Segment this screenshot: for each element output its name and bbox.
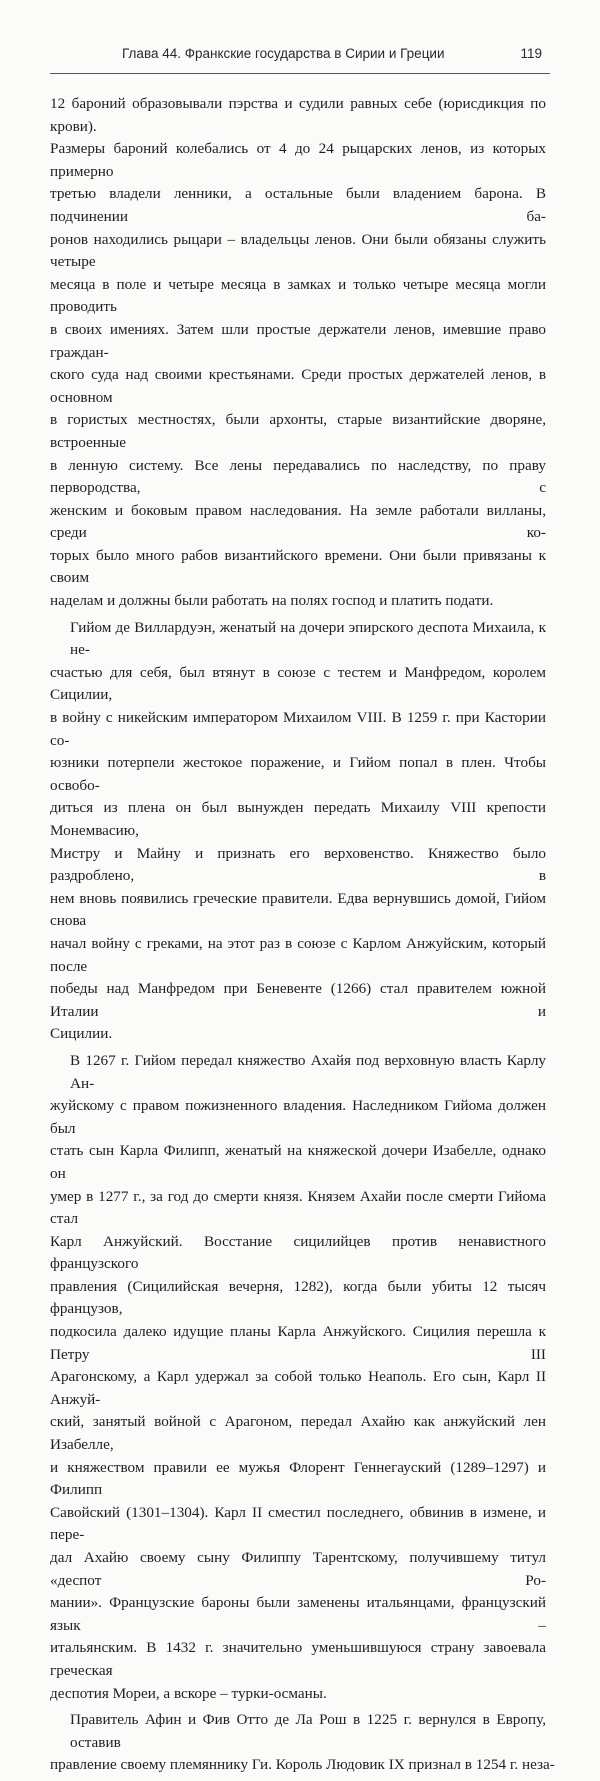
paragraph <box>50 93 546 613</box>
header-rule <box>50 73 550 74</box>
text-line: ского суда над своими крестьянами. Среди простых держателей ленов, в основном <box>50 366 546 406</box>
text-line: в ленную систему. Все лены передавались по наследству, по праву первородства, с <box>50 456 546 497</box>
paragraph <box>50 617 546 1046</box>
paragraph <box>50 1709 555 1777</box>
text-line: нем вновь появились греческие правители. Едва вернувшись домой, Гийом снова <box>50 889 546 930</box>
text-line: торых было много рабов византийского времени. Они были привязаны к своим <box>50 546 546 587</box>
text-line: Гийом де Виллардуэн, женатый на дочери эпирского деспота Михаила, к не- <box>70 618 546 659</box>
text-line: дал Ахайю своему сыну Филиппу Тарентскому, получившему титул «деспот Ро- <box>50 1549 546 1589</box>
text-line: мании». Французские бароны были заменены итальянцами, французский язык – <box>50 1594 546 1634</box>
text-line: начал войну с греками, на этот раз в союзе с Карлом Анжуйским, который после <box>50 934 546 975</box>
text-line: и княжеством правили ее мужья Флорент Геннегауский (1289–1297) и Филипп <box>50 1458 546 1499</box>
text-line: Правитель Афин и Фив Отто де Ла Рош в 1225 г. вернулся в Европу, оставив <box>70 1711 546 1751</box>
text-line: месяца в поле и четыре месяца в замках и только четыре месяца могли проводить <box>50 275 546 316</box>
text-line: счастью для себя, был втянут в союзе с тестем и Манфредом, королем Сицилии, <box>50 663 546 704</box>
text-line: в своих имениях. Затем шли простые держатели ленов, имевшие право граждан- <box>50 320 546 361</box>
text-line: победы над Манфредом при Беневенте (1266) стал правителем южной Италии и <box>50 980 546 1020</box>
text-line: в войну с никейским императором Михаилом VIII. В 1259 г. при Кастории со- <box>50 709 546 749</box>
text-line: Сицилии. <box>50 1025 113 1043</box>
chapter-title: Глава 44. Франкские государства в Сирии и Греции <box>122 46 445 61</box>
text-line: умер в 1277 г., за год до смерти князя. Князем Ахайи после смерти Гийома стал <box>50 1187 546 1228</box>
text-line: ронов находились рыцари – владельцы ленов. Они были обязаны служить четыре <box>50 230 546 271</box>
text-line: правления (Сицилийская вечерня, 1282), когда были убиты 12 тысяч французов, <box>50 1277 546 1318</box>
text-line: правление своему племяннику Ги. Король Людовик IX признал в 1254 г. неза- <box>50 1756 555 1774</box>
text-line: итальянским. В 1432 г. значительно уменьшившуюся страну завоевала греческая <box>50 1639 546 1679</box>
text-line: Арагонскому, а Карл удержал за собой только Неаполь. Его сын, Карл II Анжуй- <box>50 1368 546 1408</box>
paragraph <box>50 1050 546 1705</box>
text-line: женским и боковым правом наследования. На земле работали вилланы, среди ко- <box>50 501 546 542</box>
text-line: наделам и должны были работать на полях господ и платить подати. <box>50 592 494 610</box>
page-number: 119 <box>520 46 542 61</box>
text-line: Мистру и Майну и признать его верховенство. Княжество было раздроблено, в <box>50 844 546 885</box>
text-line: диться из плена он был вынужден передать Михаилу VIII крепости Монемвасию, <box>50 799 546 839</box>
running-header <box>50 40 550 62</box>
text-line: стать сын Карла Филипп, женатый на княжеской дочери Изабелле, однако он <box>50 1142 546 1182</box>
text-line: подкосила далеко идущие планы Карла Анжуйского. Сицилия перешла к Петру III <box>50 1323 546 1363</box>
text-line: ский, занятый войной с Арагоном, передал Ахайю как анжуйский лен Изабелле, <box>50 1413 546 1454</box>
text-line: в гористых местностях, были архонты, старые византийские дворяне, встроенные <box>50 411 546 451</box>
text-line: жуйскому с правом пожизненного владения. Наследником Гийома должен был <box>50 1097 546 1137</box>
text-line: Савойский (1301–1304). Карл II сместил последнего, обвинив в измене, и пере- <box>50 1503 546 1544</box>
text-line: Карл Анжуйский. Восстание сицилийцев против ненавистного французского <box>50 1232 546 1273</box>
body-text <box>50 93 555 1781</box>
text-line: Размеры бароний колебались от 4 до 24 рыцарских ленов, из которых примерно <box>50 140 546 180</box>
text-line: В 1267 г. Гийом передал княжество Ахайя под верховную власть Карлу Ан- <box>70 1051 546 1092</box>
text-line: деспотия Мореи, а вскоре – турки-османы. <box>50 1684 327 1702</box>
text-line: 12 бароний образовывали пэрства и судили равных себе (юрисдикция по крови). <box>50 95 546 135</box>
text-line: третью владели ленники, а остальные были владением барона. В подчинении ба- <box>50 185 546 225</box>
text-line: юзники потерпели жестокое поражение, и Гийом попал в плен. Чтобы освобо- <box>50 754 546 794</box>
